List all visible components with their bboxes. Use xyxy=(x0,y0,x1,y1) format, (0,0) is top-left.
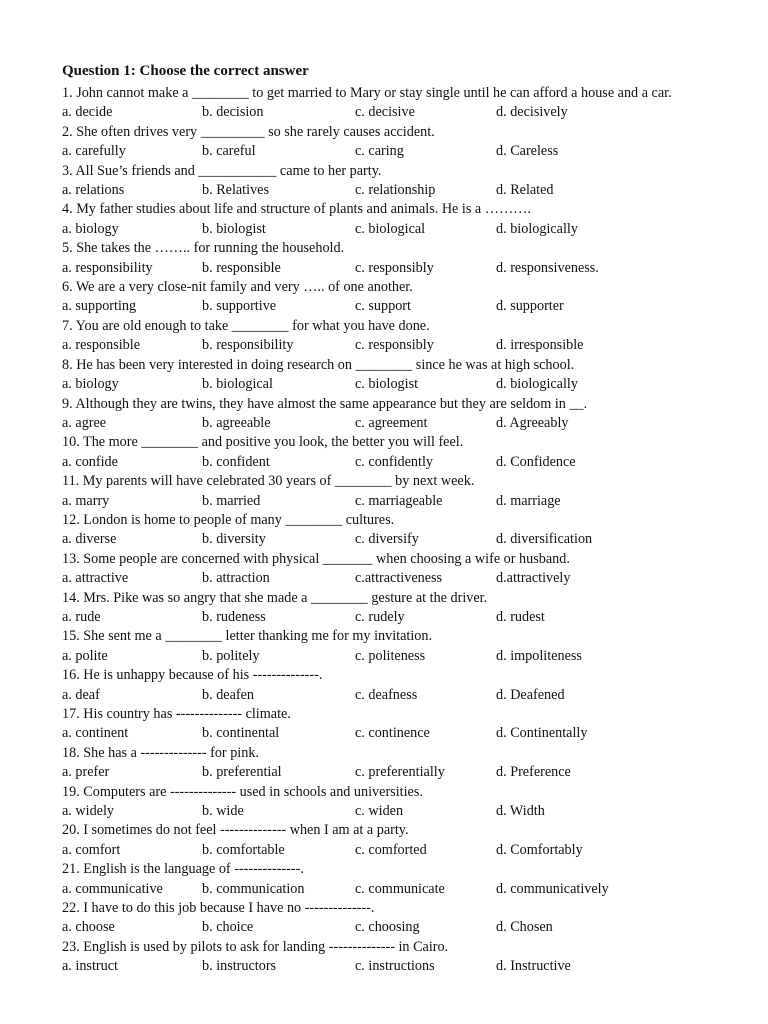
question-stem: 10. The more ________ and positive you look, the better you will feel. xyxy=(62,434,464,451)
question-stem: 4. My father studies about life and structure of plants and animals. He is a ………. xyxy=(62,201,531,218)
option-d: d. communicatively xyxy=(496,880,609,897)
question-item xyxy=(62,162,742,201)
answer-options xyxy=(62,142,742,161)
option-d: d. supporter xyxy=(496,298,564,315)
option-a: a. continent xyxy=(62,725,129,742)
question-item xyxy=(62,239,742,278)
option-b: b. continental xyxy=(202,725,280,742)
question-stem: 14. Mrs. Pike was so angry that she made a ________ gesture at the driver. xyxy=(62,589,488,606)
option-d: d. rudest xyxy=(496,608,545,625)
option-d: d. Related xyxy=(496,182,554,199)
option-a: a. instruct xyxy=(62,958,118,975)
answer-options xyxy=(62,492,742,511)
option-a: a. responsible xyxy=(62,337,141,354)
option-c: c. caring xyxy=(355,143,404,160)
answer-options xyxy=(62,841,742,860)
option-d: d. Careless xyxy=(496,143,559,160)
option-d: d.attractively xyxy=(496,570,571,587)
option-a: a. diverse xyxy=(62,531,117,548)
option-a: a. biology xyxy=(62,376,119,393)
option-a: a. widely xyxy=(62,803,115,820)
question-stem: 16. He is unhappy because of his --------------. xyxy=(62,667,323,684)
option-b: b. rudeness xyxy=(202,608,266,625)
option-a: a. responsibility xyxy=(62,259,153,276)
question-item xyxy=(62,84,742,123)
option-d: d. Continentally xyxy=(496,725,588,742)
question-stem: 11. My parents will have celebrated 30 years of ________ by next week. xyxy=(62,473,475,490)
option-c: c. widen xyxy=(355,803,404,820)
option-a: a. marry xyxy=(62,492,110,509)
option-a: a. agree xyxy=(62,414,107,431)
option-a: a. polite xyxy=(62,647,108,664)
option-b: b. agreeable xyxy=(202,414,271,431)
option-c: c. comforted xyxy=(355,841,427,858)
option-c: c. responsibly xyxy=(355,337,434,354)
option-a: a. decide xyxy=(62,104,113,121)
heading-label: Question 1: xyxy=(62,63,136,79)
option-c: c. decisive xyxy=(355,104,415,121)
option-c: c. responsibly xyxy=(355,259,434,276)
option-c: c. politeness xyxy=(355,647,426,664)
option-a: a. communicative xyxy=(62,880,163,897)
question-item xyxy=(62,511,742,550)
option-b: b. communication xyxy=(202,880,305,897)
answer-options xyxy=(62,957,742,976)
option-d: d. marriage xyxy=(496,492,561,509)
question-item xyxy=(62,627,742,666)
answer-options xyxy=(62,608,742,627)
answer-options xyxy=(62,414,742,433)
answer-options xyxy=(62,918,742,937)
question-list xyxy=(62,84,742,977)
option-c: c. biological xyxy=(355,220,426,237)
answer-options xyxy=(62,297,742,316)
question-item xyxy=(62,744,742,783)
option-b: b. wide xyxy=(202,803,244,820)
question-stem: 23. English is used by pilots to ask for landing -------------- in Cairo. xyxy=(62,938,449,955)
option-d: d. impoliteness xyxy=(496,647,582,664)
question-heading xyxy=(62,60,742,82)
option-a: a. confide xyxy=(62,453,118,470)
question-item xyxy=(62,938,742,977)
question-stem: 5. She takes the …….. for running the household. xyxy=(62,240,345,257)
option-b: b. deafen xyxy=(202,686,254,703)
option-a: a. rude xyxy=(62,608,101,625)
question-item xyxy=(62,395,742,434)
option-d: d. Agreeably xyxy=(496,414,569,431)
answer-options xyxy=(62,647,742,666)
question-stem: 21. English is the language of --------------. xyxy=(62,861,304,878)
option-b: b. comfortable xyxy=(202,841,285,858)
question-stem: 9. Although they are twins, they have almost the same appearance but they are seldom in __. xyxy=(62,395,588,412)
question-item xyxy=(62,433,742,472)
option-b: b. choice xyxy=(202,919,254,936)
option-c: c. continence xyxy=(355,725,430,742)
question-stem: 18. She has a -------------- for pink. xyxy=(62,744,259,761)
option-b: b. Relatives xyxy=(202,182,269,199)
option-b: b. confident xyxy=(202,453,270,470)
option-a: a. biology xyxy=(62,220,119,237)
question-item xyxy=(62,705,742,744)
option-a: a. carefully xyxy=(62,143,126,160)
question-stem: 8. He has been very interested in doing research on ________ since he was at high school. xyxy=(62,356,575,373)
option-a: a. relations xyxy=(62,182,125,199)
option-a: a. prefer xyxy=(62,764,110,781)
answer-options xyxy=(62,181,742,200)
question-item xyxy=(62,783,742,822)
option-c: c. biologist xyxy=(355,376,419,393)
question-item xyxy=(62,123,742,162)
answer-options xyxy=(62,724,742,743)
question-stem: 17. His country has -------------- climate. xyxy=(62,706,291,722)
question-stem: 13. Some people are concerned with physical _______ when choosing a wife or husband. xyxy=(62,550,570,567)
question-stem: 1. John cannot make a ________ to get married to Mary or stay single until he can afford a house and a car. xyxy=(62,85,672,101)
option-a: a. deaf xyxy=(62,686,100,703)
option-d: d. biologically xyxy=(496,220,578,237)
option-c: c. agreement xyxy=(355,414,428,431)
answer-options xyxy=(62,220,742,239)
option-d: d. Confidence xyxy=(496,453,576,470)
option-b: b. married xyxy=(202,492,261,509)
option-c: c. deafness xyxy=(355,686,418,703)
option-d: d. Preference xyxy=(496,764,571,781)
option-a: a. supporting xyxy=(62,298,137,315)
option-b: b. decision xyxy=(202,104,264,121)
heading-text: Choose the correct answer xyxy=(139,63,309,79)
option-b: b. diversity xyxy=(202,531,266,548)
question-item xyxy=(62,589,742,628)
option-c: c. marriageable xyxy=(355,492,443,509)
question-item xyxy=(62,550,742,589)
option-c: c. support xyxy=(355,298,411,315)
option-d: d. Width xyxy=(496,803,545,820)
question-item xyxy=(62,899,742,938)
option-b: b. biological xyxy=(202,376,273,393)
option-d: d. diversification xyxy=(496,531,593,548)
answer-options xyxy=(62,763,742,782)
option-b: b. careful xyxy=(202,143,256,160)
option-a: a. choose xyxy=(62,919,115,936)
question-stem: 12. London is home to people of many ________ cultures. xyxy=(62,511,395,528)
worksheet-page xyxy=(62,60,742,977)
option-b: b. preferential xyxy=(202,764,282,781)
option-d: d. Chosen xyxy=(496,919,553,936)
question-stem: 20. I sometimes do not feel -------------- when I am at a party. xyxy=(62,822,409,839)
answer-options xyxy=(62,259,742,278)
answer-options xyxy=(62,375,742,394)
option-b: b. instructors xyxy=(202,958,277,975)
option-c: c. instructions xyxy=(355,958,435,975)
question-stem: 22. I have to do this job because I have no --------------. xyxy=(62,900,375,917)
answer-options xyxy=(62,453,742,472)
question-item xyxy=(62,278,742,317)
answer-options xyxy=(62,103,742,122)
option-d: d. responsiveness. xyxy=(496,259,599,276)
question-stem: 6. We are a very close-nit family and very ….. of one another. xyxy=(62,279,413,296)
option-d: d. Comfortably xyxy=(496,841,583,858)
option-c: c. rudely xyxy=(355,608,405,625)
option-c: c. confidently xyxy=(355,453,434,470)
option-c: c. relationship xyxy=(355,182,436,199)
option-b: b. attraction xyxy=(202,570,270,587)
question-stem: 7. You are old enough to take ________ for what you have done. xyxy=(62,317,430,334)
option-b: b. responsible xyxy=(202,259,281,276)
answer-options xyxy=(62,686,742,705)
question-item xyxy=(62,200,742,239)
option-c: c. choosing xyxy=(355,919,420,936)
option-d: d. Deafened xyxy=(496,686,565,703)
option-b: b. responsibility xyxy=(202,337,294,354)
option-d: d. decisively xyxy=(496,104,568,121)
question-stem: 15. She sent me a ________ letter thanking me for my invitation. xyxy=(62,628,432,645)
answer-options xyxy=(62,530,742,549)
question-stem: 2. She often drives very _________ so she rarely causes accident. xyxy=(62,123,435,140)
option-b: b. biologist xyxy=(202,220,266,237)
answer-options xyxy=(62,880,742,899)
question-item xyxy=(62,860,742,899)
question-item xyxy=(62,821,742,860)
option-c: c.attractiveness xyxy=(355,570,443,587)
option-d: d. biologically xyxy=(496,376,578,393)
answer-options xyxy=(62,569,742,588)
question-item xyxy=(62,317,742,356)
option-c: c. preferentially xyxy=(355,764,445,781)
answer-options xyxy=(62,336,742,355)
question-stem: 3. All Sue’s friends and ___________ came to her party. xyxy=(62,162,382,179)
option-c: c. communicate xyxy=(355,880,445,897)
option-b: b. politely xyxy=(202,647,260,664)
option-d: d. irresponsible xyxy=(496,337,584,354)
question-item xyxy=(62,356,742,395)
question-item xyxy=(62,472,742,511)
answer-options xyxy=(62,802,742,821)
option-a: a. comfort xyxy=(62,841,121,858)
question-stem: 19. Computers are -------------- used in schools and universities. xyxy=(62,783,423,800)
question-item xyxy=(62,666,742,705)
option-d: d. Instructive xyxy=(496,958,571,975)
option-c: c. diversify xyxy=(355,531,419,548)
option-b: b. supportive xyxy=(202,298,277,315)
option-a: a. attractive xyxy=(62,570,129,587)
